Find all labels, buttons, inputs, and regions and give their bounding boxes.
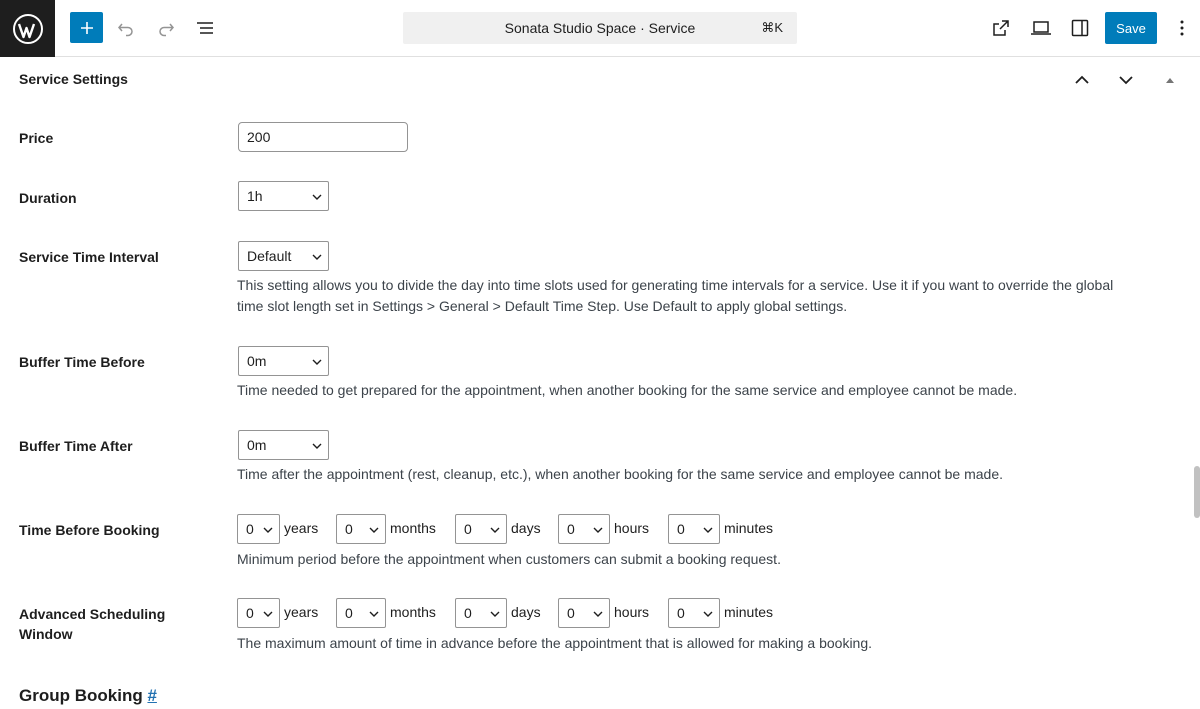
tbb-months-value: 0 — [345, 521, 353, 537]
price-input[interactable]: 200 — [238, 122, 408, 152]
tbb-days-select[interactable] — [455, 514, 507, 544]
chevron-up-icon — [1074, 72, 1090, 88]
chevron-down-icon — [489, 524, 501, 536]
asw-years-value: 0 — [246, 605, 254, 621]
time-before-booking-help: Minimum period before the appointment when customers can submit a booking request. — [237, 551, 781, 567]
chevron-down-icon — [1118, 72, 1134, 88]
redo-button[interactable] — [152, 14, 180, 42]
chevron-down-icon — [262, 608, 274, 620]
tbb-days-value: 0 — [464, 521, 472, 537]
move-down-button[interactable] — [1114, 68, 1138, 92]
laptop-preview-icon — [1030, 18, 1052, 38]
scrollbar-thumb[interactable] — [1194, 466, 1200, 518]
chevron-down-icon — [592, 524, 604, 536]
tbb-days-unit: days — [511, 520, 541, 536]
wordpress-logo-icon[interactable] — [0, 0, 55, 57]
tbb-months-select[interactable] — [336, 514, 386, 544]
external-link-icon — [991, 18, 1011, 38]
chevron-down-icon — [368, 524, 380, 536]
buffer-after-select[interactable] — [238, 430, 329, 460]
buffer-before-select[interactable] — [238, 346, 329, 376]
plus-icon — [79, 20, 95, 36]
tbb-months-unit: months — [390, 520, 436, 536]
group-booking-title: Group Booking — [19, 686, 143, 705]
chevron-down-icon — [311, 191, 323, 203]
document-title: Sonata Studio Space · Service — [504, 20, 696, 36]
document-overview-button[interactable] — [191, 14, 219, 42]
tbb-years-unit: years — [284, 520, 319, 536]
asw-hours-value: 0 — [567, 605, 575, 621]
interval-help — [237, 275, 1167, 317]
command-palette-bar[interactable] — [403, 12, 797, 44]
duration-select[interactable] — [238, 181, 329, 211]
asw-months-select[interactable] — [336, 598, 386, 628]
interval-help-line-2: time slot length set in Settings > General > Default Time Step. Use Default to apply global settings. — [237, 298, 848, 314]
chevron-down-icon — [311, 356, 323, 368]
asw-hours-unit: hours — [614, 604, 650, 620]
redo-icon — [156, 18, 176, 38]
advanced-window-label-line-1: Advanced Scheduling — [19, 606, 166, 622]
buffer-after-value: 0m — [247, 437, 267, 453]
chevron-down-icon — [489, 608, 501, 620]
tbb-years-value: 0 — [246, 521, 254, 537]
asw-days-value: 0 — [464, 605, 472, 621]
advanced-window-label — [19, 604, 165, 644]
asw-hours-select[interactable] — [558, 598, 610, 628]
editor-top-bar — [0, 0, 1200, 57]
chevron-down-icon — [592, 608, 604, 620]
duration-label: Duration — [19, 190, 77, 206]
chevron-down-icon — [702, 608, 714, 620]
buffer-before-value: 0m — [247, 353, 267, 369]
undo-button[interactable] — [112, 14, 140, 42]
chevron-down-icon — [702, 524, 714, 536]
asw-days-unit: days — [511, 604, 541, 620]
asw-months-unit: months — [390, 604, 436, 620]
caret-up-icon — [1165, 75, 1175, 85]
preview-button[interactable] — [1027, 14, 1055, 42]
tbb-minutes-unit: minutes — [724, 520, 774, 536]
buffer-before-help: Time needed to get prepared for the appointment, when another booking for the same service and employee cannot be made. — [237, 382, 1018, 398]
asw-years-unit: years — [284, 604, 319, 620]
panel-title: Service Settings — [19, 71, 128, 87]
settings-sidebar-button[interactable] — [1066, 14, 1094, 42]
chevron-down-icon — [262, 524, 274, 536]
view-post-button[interactable] — [987, 14, 1015, 42]
more-vertical-icon — [1179, 18, 1185, 38]
buffer-after-label: Buffer Time After — [19, 438, 133, 454]
tbb-hours-select[interactable] — [558, 514, 610, 544]
asw-minutes-value: 0 — [677, 605, 685, 621]
add-block-button[interactable] — [70, 12, 103, 43]
interval-value: Default — [247, 248, 292, 264]
chevron-down-icon — [311, 251, 323, 263]
interval-label: Service Time Interval — [19, 249, 159, 265]
asw-minutes-unit: minutes — [724, 604, 774, 620]
save-button[interactable]: Save — [1105, 12, 1157, 44]
asw-months-value: 0 — [345, 605, 353, 621]
sidebar-toggle-icon — [1070, 18, 1090, 38]
chevron-down-icon — [311, 440, 323, 452]
interval-select[interactable] — [238, 241, 329, 271]
group-booking-anchor-link[interactable]: # — [147, 686, 157, 705]
price-label: Price — [19, 130, 54, 146]
interval-help-line-1: This setting allows you to divide the day into time slots used for generating time intervals for a service. Use it if you want to override the global — [237, 277, 1114, 293]
time-before-booking-label: Time Before Booking — [19, 522, 160, 538]
group-booking-heading — [19, 686, 157, 706]
asw-minutes-select[interactable] — [668, 598, 720, 628]
advanced-window-label-line-2: Window — [19, 626, 73, 642]
buffer-after-help: Time after the appointment (rest, cleanup, etc.), when another booking for the same service and employee cannot be made. — [237, 466, 1004, 482]
options-menu-button[interactable] — [1168, 14, 1196, 42]
tbb-years-select[interactable] — [237, 514, 280, 544]
list-view-icon — [194, 17, 216, 39]
tbb-minutes-select[interactable] — [668, 514, 720, 544]
advanced-window-help: The maximum amount of time in advance before the appointment that is allowed for making a booking. — [237, 635, 873, 651]
undo-icon — [116, 18, 136, 38]
duration-value: 1h — [247, 188, 263, 204]
asw-days-select[interactable] — [455, 598, 507, 628]
move-up-button[interactable] — [1070, 68, 1094, 92]
tbb-hours-unit: hours — [614, 520, 650, 536]
collapse-panel-button[interactable] — [1158, 68, 1182, 92]
tbb-hours-value: 0 — [567, 521, 575, 537]
chevron-down-icon — [368, 608, 380, 620]
buffer-before-label: Buffer Time Before — [19, 354, 145, 370]
command-shortcut: ⌘K — [761, 20, 783, 35]
asw-years-select[interactable] — [237, 598, 280, 628]
tbb-minutes-value: 0 — [677, 521, 685, 537]
